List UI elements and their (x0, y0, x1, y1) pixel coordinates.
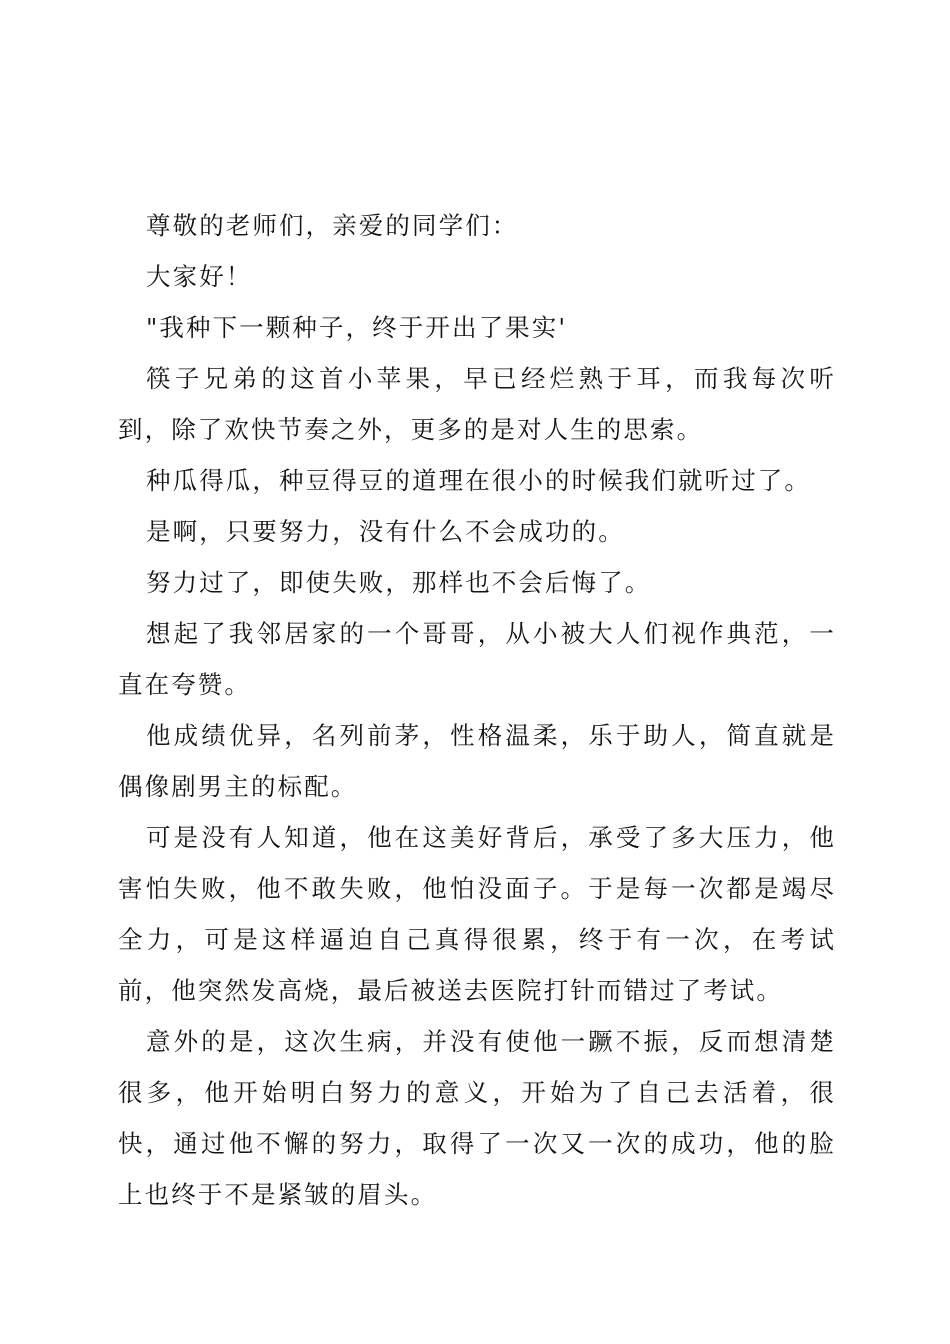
paragraph-no-regret: 努力过了，即使失败，那样也不会后悔了。 (146, 568, 652, 597)
paragraph-proverb: 种瓜得瓜，种豆得豆的道理在很小的时候我们就听过了。 (146, 466, 811, 495)
paragraph-brother-pressure: 可是没有人知道，他在这美好背后，承受了多大压力，他害怕失败，他不敢失败，他怕没面子。于是每一次都是竭尽全力，可是这样逼迫自己真得很累，终于有一次，在考试前，他突然发高烧，最后被送去医院打针而错过了考试。 (118, 823, 836, 1005)
paragraph-effort-success: 是啊，只要努力，没有什么不会成功的。 (146, 517, 625, 546)
paragraph-brother-traits: 他成绩优异，名列前茅，性格温柔，乐于助人，简直就是偶像剧男主的标配。 (118, 721, 836, 801)
paragraph-neighbor-brother: 想起了我邻居家的一个哥哥，从小被大人们视作典范，一直在夸赞。 (118, 619, 836, 699)
paragraph-greeting: 大家好！ (146, 262, 253, 291)
document-body (118, 200, 836, 1220)
paragraph-song-reflection: 筷子兄弟的这首小苹果，早已经烂熟于耳，而我每次听到，除了欢快节奏之外，更多的是对人生的思索。 (118, 364, 836, 444)
paragraph-brother-turnaround: 意外的是，这次生病，并没有使他一蹶不振，反而想清楚很多，他开始明白努力的意义，开始为了自己去活着，很快，通过他不懈的努力，取得了一次又一次的成功，他的脸上也终于不是紧皱的眉头。 (118, 1027, 836, 1209)
paragraph-salutation: 尊敬的老师们，亲爱的同学们： (146, 211, 519, 240)
paragraph-lyric-quote: "我种下一颗种子，终于开出了果实' (146, 313, 568, 342)
